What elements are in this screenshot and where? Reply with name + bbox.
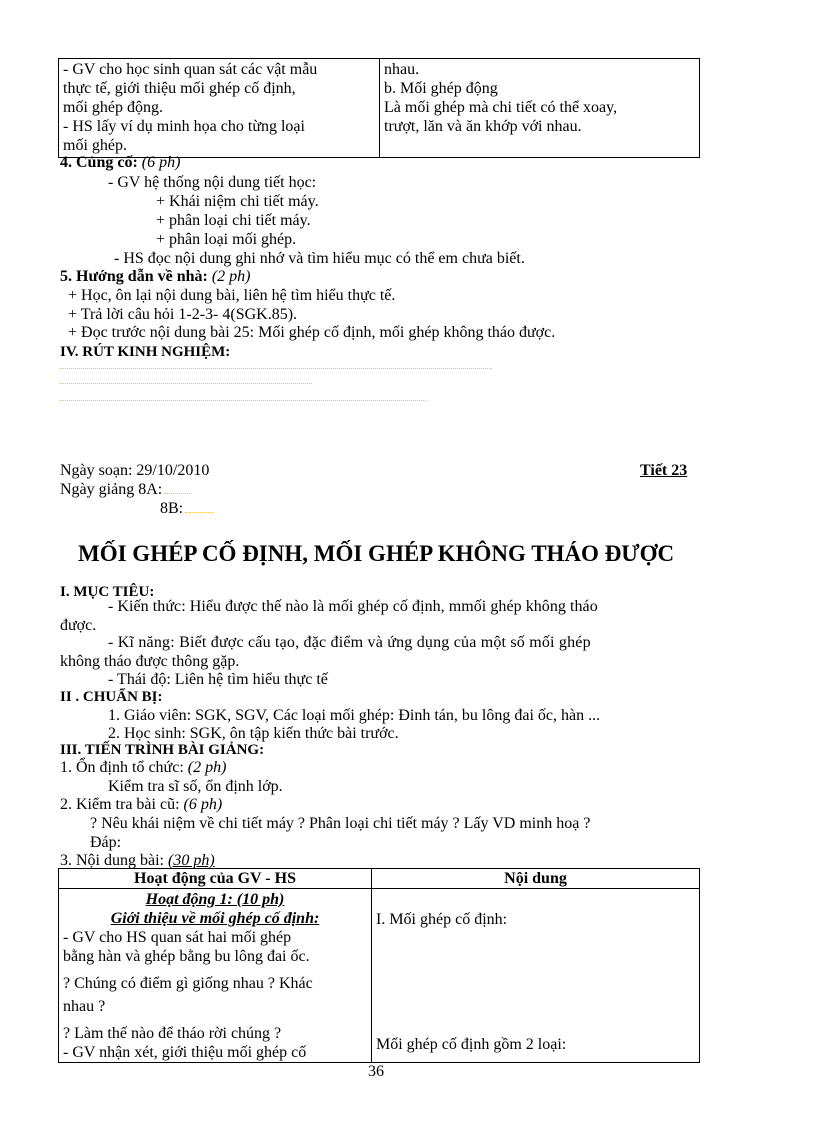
moi-ghep-co-dinh: I. Mối ghép cố định: xyxy=(376,911,508,928)
top-left-line: - HS lấy ví dụ minh họa cho từng loại xyxy=(63,118,305,135)
huong-dan-time: (2 ph) xyxy=(211,268,251,285)
on-dinh: 1. Ổn định tổ chức: xyxy=(60,759,184,776)
col1-header: Hoạt động của GV - HS xyxy=(59,869,372,889)
on-dinh-row xyxy=(60,758,226,777)
cung-co-line: + phân loại mối ghép. xyxy=(156,231,297,248)
main-left-line: ? Chúng có điểm gì giống nhau ? Khác xyxy=(63,975,313,992)
dotted-blank xyxy=(164,483,192,494)
top-right-line: trượt, lăn và ăn khớp với nhau. xyxy=(384,118,582,135)
main-left-line: nhau ? xyxy=(63,998,106,1015)
cung-co-time: (6 ph) xyxy=(141,154,181,171)
top-table-right-cell xyxy=(380,59,700,158)
rut-kinh-nghiem-heading: IV. RÚT KINH NGHIỆM: xyxy=(60,344,231,360)
kiem-tra-si-so: Kiểm tra sĩ số, ổn định lớp. xyxy=(108,778,283,795)
top-right-line: nhau. xyxy=(384,61,420,78)
top-right-line: b. Mối ghép động xyxy=(384,80,498,97)
on-dinh-time: (2 ph) xyxy=(187,759,227,776)
page-number: 36 xyxy=(368,1063,384,1080)
top-table xyxy=(58,58,700,158)
noi-dung-time: (30 ph) xyxy=(168,852,215,869)
cung-co-heading: 4. Củng cố: xyxy=(60,154,138,171)
muc-tieu-line: - Thái độ: Liên hệ tìm hiểu thực tế xyxy=(108,671,328,688)
huong-dan-heading-row xyxy=(60,267,250,286)
cung-co-line: - GV hệ thống nội dung tiết học: xyxy=(108,174,317,191)
huong-dan-line: + Học, ôn lại nội dung bài, liên hệ tìm hiểu thực tế. xyxy=(68,287,396,304)
dap: Đáp: xyxy=(90,834,122,851)
main-left-line: - GV cho HS quan sát hai mối ghép xyxy=(63,929,292,946)
chuan-bi-heading: II . CHUẨN BỊ: xyxy=(60,689,163,705)
gioi-thieu: Giới thiệu về mối ghép cố định: xyxy=(110,910,320,927)
huong-dan-line: + Đọc trước nội dung bài 25: Mối ghép cố định, mối ghép không tháo được. xyxy=(68,324,556,341)
main-left-line: - GV nhận xét, giới thiệu mối ghép cố xyxy=(63,1044,307,1061)
top-left-line: - GV cho học sinh quan sát các vật mẫu xyxy=(63,61,318,78)
muc-tieu-line: - Kĩ năng: Biết được cấu tạo, đặc điểm và ứng dụng của một số mối ghép xyxy=(108,634,591,651)
moi-ghep-gom-2-loai: Mối ghép cố định gồm 2 loại: xyxy=(376,1036,567,1053)
kiem-tra-time: (6 ph) xyxy=(183,796,223,813)
ngay-giang: Ngày giảng 8A: xyxy=(60,481,163,498)
top-left-line: mối ghép. xyxy=(63,137,127,154)
dotted-line xyxy=(60,400,426,401)
huong-dan-heading: 5. Hướng dẫn về nhà: xyxy=(60,268,208,285)
ngay-soan: Ngày soạn: 29/10/2010 xyxy=(60,462,210,479)
page-title: MỐI GHÉP CỐ ĐỊNH, MỐI GHÉP KHÔNG THÁO ĐƯỢC xyxy=(78,541,675,566)
dotted-line xyxy=(60,383,312,384)
top-left-line: thực tế, giới thiệu mối ghép cố định, xyxy=(63,80,296,97)
main-left-cell xyxy=(59,889,372,1063)
col2-header: Nội dung xyxy=(372,869,700,889)
noi-dung: 3. Nội dung bài: xyxy=(60,852,164,869)
chuan-bi-giao-vien: 1. Giáo viên: SGK, SGV, Các loại mối ghép: Đinh tán, bu lông đai ốc, hàn ... xyxy=(108,707,601,724)
dotted-blank xyxy=(185,502,213,513)
muc-tieu-line: được. xyxy=(60,617,97,634)
muc-tieu-heading: I. MỤC TIÊU: xyxy=(60,584,155,600)
class-8b: 8B: xyxy=(160,500,184,517)
main-left-line: ? Làm thế nào để tháo rời chúng ? xyxy=(63,1025,282,1042)
main-left-line: bằng hàn và ghép bằng bu lông đai ốc. xyxy=(63,948,310,965)
cung-co-heading-row xyxy=(60,153,180,172)
class-8b-row xyxy=(160,499,213,518)
main-table xyxy=(58,868,700,1063)
huong-dan-line: + Trả lời câu hỏi 1-2-3- 4(SGK.85). xyxy=(68,306,298,323)
muc-tieu-line: không tháo được thông gặp. xyxy=(60,653,240,670)
ngay-giang-row xyxy=(60,480,192,499)
tien-trinh-heading: III. TIẾN TRÌNH BÀI GIẢNG: xyxy=(60,742,265,758)
kiem-tra: 2. Kiểm tra bài cũ: xyxy=(60,796,180,813)
cung-co-line: - HS đọc nội dung ghi nhớ và tìm hiểu mục có thể em chưa biết. xyxy=(114,250,525,267)
cau-hoi: ? Nêu khái niệm về chi tiết máy ? Phân loại chi tiết máy ? Lấy VD minh hoạ ? xyxy=(90,815,591,832)
top-left-line: mối ghép động. xyxy=(63,99,163,116)
muc-tieu-line: - Kiến thức: Hiểu được thế nào là mối ghép cố định, mmối ghép không tháo xyxy=(108,598,598,615)
kiem-tra-row xyxy=(60,795,222,814)
cung-co-line: + Khái niệm chi tiết máy. xyxy=(156,193,319,210)
chuan-bi-hoc-sinh: 2. Học sinh: SGK, ôn tập kiến thức bài trước. xyxy=(108,725,399,742)
cung-co-line: + phân loại chi tiết máy. xyxy=(156,212,311,229)
dotted-line xyxy=(60,368,492,369)
hoat-dong-1: Hoạt động 1: (10 ph) xyxy=(145,891,285,908)
main-right-cell xyxy=(372,889,700,1063)
tiet-number: Tiết 23 xyxy=(640,462,688,479)
top-right-line: Là mối ghép mà chi tiết có thể xoay, xyxy=(384,99,618,116)
top-table-left-cell xyxy=(59,59,380,158)
